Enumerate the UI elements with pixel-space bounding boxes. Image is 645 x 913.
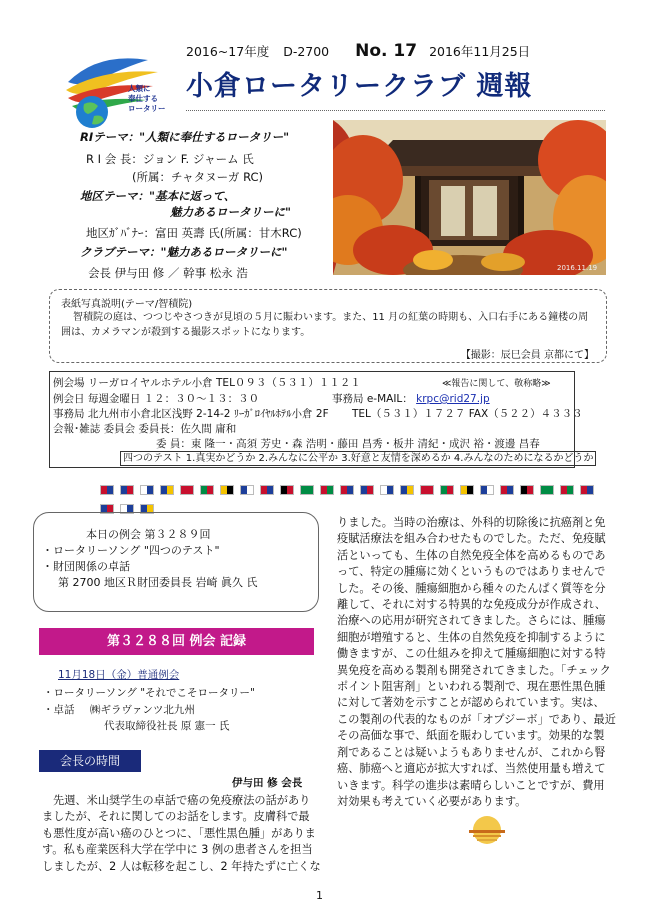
page-number: 1: [316, 889, 323, 902]
flag-icon: [520, 485, 534, 495]
text-line: 離して、それに対する特異的な免疫成分が作成され、: [337, 598, 606, 612]
text-line: 治療への応用が研究されてきました。さらには、腫瘍: [337, 614, 606, 628]
title-divider: [186, 110, 605, 111]
flag-icon: [560, 485, 574, 495]
logo-text-2: 奉仕する: [128, 94, 158, 103]
record-song: ・ロータリーソング "それでこそロータリー": [43, 687, 255, 699]
flag-icon: [440, 485, 454, 495]
text-line: 疫賦活療法を組み合わせたものでした。ただ、免疫賦: [337, 532, 606, 546]
president-text-left: [42, 793, 321, 875]
text-line: に対して著効を示すことが認められています。実は、: [337, 696, 605, 710]
text-line: その高価な事で、紙面を賑わしています。効果的な製: [337, 729, 605, 743]
caption-text: 智積院の庭は、つつじやさつきが見頃の５月に賑わいます。また、11 月の紅葉の時期も、入口右手にある鐘楼の周囲は、カメラマンが殺到する撮影スポットになります。: [61, 312, 589, 338]
flag-icon: [140, 485, 154, 495]
club-officers: 会長 伊与田 修 ／ 幹事 松永 浩: [88, 266, 248, 280]
issue-date: 2016年11月25日: [429, 44, 531, 59]
text-line: 働きますが、この仕組みを抑えて腫瘍細胞に対する特: [337, 647, 606, 661]
flag-icon: [100, 485, 114, 495]
text-line: しましたが、2 人は転移を起こし、2 年持たずに亡くな: [42, 859, 321, 873]
meeting-info-box: [49, 371, 594, 468]
committee-chair: 会報･雑誌 委員会 委員長：佐久間 庸和: [53, 423, 237, 435]
ri-president: R I 会 長：ジョン F. ジャーム 氏: [86, 152, 254, 166]
header-line: [186, 41, 530, 61]
today-meeting-title: 本日の例会 第３２８９回: [86, 528, 211, 541]
flags-row: [100, 485, 610, 497]
presidents-time-heading: 会長の時間: [39, 750, 141, 772]
page-title: 小倉ロータリークラブ 週報: [186, 71, 533, 102]
flag-icon: [420, 485, 434, 495]
cover-photo: [333, 120, 606, 275]
meeting-venue: 例会場 リーガロイヤルホテル小倉 TEL０９３（５３１）１１２１: [53, 377, 361, 389]
logo-text-1: 人類に: [128, 84, 151, 93]
today-speaker: 第 2700 地区Ｒ財団委員長 岩崎 眞久 氏: [58, 576, 258, 589]
rotary-logo: [58, 42, 183, 137]
ri-president-club: (所属：チャタヌーガ RC): [132, 170, 264, 184]
committee-members: 委 員：東 隆一・高須 芳史・森 浩明・藤田 昌秀・板井 清紀・成沢 裕・渡邊 昌春: [156, 438, 540, 450]
meeting-day: 例会日 毎週金曜日 １２：３０～１３：３０: [53, 393, 260, 405]
text-line: 先週、米山奨学生の卓話で癌の免疫療法の話があり: [53, 794, 311, 807]
text-line: も悪性度が高い癌のひとつに、「悪性黒色腫」がありま: [42, 826, 316, 840]
issue-number: No. 17: [355, 41, 418, 61]
text-line: 剤であることは疑いようもありませんが、これから腎: [337, 745, 606, 759]
logo-text-3: ロータリー: [128, 104, 166, 113]
meeting-record-bar: 第３２８８回 例会 記録: [39, 628, 314, 655]
record-company: ㈱ギラヴァンツ北九州: [90, 704, 195, 716]
record-talk-label: ・卓話: [43, 704, 75, 716]
today-meeting-box: [33, 512, 319, 612]
fiscal-year: 2016~17年度: [186, 44, 270, 59]
text-line: 異免疫を高める製剤も開発されてきました。「チェック: [337, 663, 611, 677]
text-line: 癌、肺癌へと適応が拡大すれば、当然使用量も増えて: [337, 762, 606, 776]
flag-icon: [480, 485, 494, 495]
president-author: 伊与田 修 会長: [232, 777, 303, 789]
flag-icon: [340, 485, 354, 495]
flag-icon: [400, 485, 414, 495]
district-theme-2: 魅力あるロータリーに": [170, 205, 291, 219]
flag-icon: [260, 485, 274, 495]
photo-date-stamp: 2016.11.19: [557, 264, 598, 272]
today-foundation: ・財団関係の卓話: [42, 560, 130, 573]
flag-icon: [280, 485, 294, 495]
sunset-icon: [466, 812, 508, 844]
ri-theme: RIテーマ："人類に奉仕するロータリー": [80, 130, 290, 144]
district-governor: 地区ｶﾞﾊﾞﾅｰ：富田 英壽 氏(所属：甘木RC): [86, 226, 302, 240]
text-line: 細胞が増殖すると、生体の自然免疫を抑制するように: [337, 630, 606, 644]
office-address: 事務局 北九州市小倉北区浅野 2-14-2 ﾘｰｶﾞﾛｲﾔﾙﾎﾃﾙ小倉 2F: [53, 408, 329, 420]
globe-icon: [58, 42, 183, 137]
text-line: ましたが、それに関してのお話をします。皮膚科で最: [42, 810, 310, 824]
text-line: 活といっても、生体の自然免疫全体を高めるものであ: [337, 548, 606, 562]
record-date: 11月18日（金）普通例会: [58, 669, 180, 681]
president-text-right: [337, 515, 616, 810]
flag-icon: [240, 485, 254, 495]
record-speaker: 代表取締役社長 原 憲一 氏: [104, 720, 230, 732]
flag-icon: [220, 485, 234, 495]
four-way-test: 四つのテスト 1.真実かどうか 2.みんなに公平か 3.好意と友情を深めるか 4.みんなのためになるかどうか: [120, 451, 596, 466]
today-song: ・ロータリーソング "四つのテスト": [42, 544, 220, 557]
text-line: す。私も産業医科大学在学中に 3 例の患者さんを担当: [42, 843, 313, 857]
report-note: ≪報告に関して、敬称略≫: [442, 379, 551, 389]
text-line: いきます。科学の進歩は素晴らしいことですが、費用: [337, 778, 605, 792]
flag-icon: [580, 485, 594, 495]
flag-icon: [460, 485, 474, 495]
flag-icon: [500, 485, 514, 495]
flag-icon: [540, 485, 554, 495]
text-line: した。その後、腫瘍細胞から種々のたんぱく質等を分: [337, 581, 606, 595]
flag-icon: [320, 485, 334, 495]
flag-icon: [300, 485, 314, 495]
text-line: ポイント阻害剤」といわれる製剤で、現在悪性黒色腫: [337, 680, 606, 694]
flag-icon: [380, 485, 394, 495]
flag-icon: [360, 485, 374, 495]
text-line: りました。当時の治療は、外科的切除後に抗癌剤と免: [337, 516, 606, 529]
flag-icon: [180, 485, 194, 495]
caption-title: 表紙写真説明(テーマ/智積院): [61, 299, 193, 310]
text-line: この製剤の代表的なものが「オプジーボ」であり、最近: [337, 712, 616, 726]
flag-icon: [120, 485, 134, 495]
cover-caption-box: [49, 289, 607, 363]
email-link[interactable]: krpc@rid27.jp: [416, 393, 490, 405]
flag-icon: [200, 485, 214, 495]
club-theme: クラブテーマ："魅力あるロータリーに": [80, 245, 288, 259]
office-tel-fax: TEL（５３１）１７２７ FAX（５２２）４３３３: [352, 408, 583, 420]
flag-icon: [160, 485, 174, 495]
text-line: って、特定の腫瘍に効くというものではありませんで: [337, 565, 606, 579]
email-label: 事務局 e-MAIL：: [332, 393, 413, 405]
caption-credit: 【撮影：辰巳会員 京都にて】: [460, 350, 594, 361]
district-code: D-2700: [283, 44, 330, 59]
text-line: 対効果も考えていく必要があります。: [337, 794, 527, 808]
district-theme-1: 地区テーマ："基本に返って、: [80, 189, 236, 203]
